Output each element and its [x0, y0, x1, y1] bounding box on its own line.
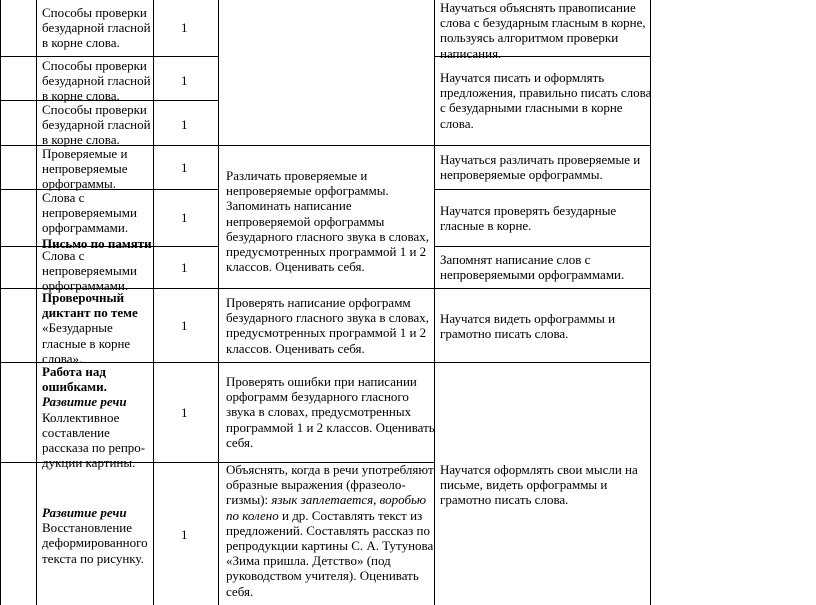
results-line: слова.	[440, 115, 474, 131]
results-cell	[440, 252, 624, 282]
results-cell	[440, 0, 646, 61]
topic-line: слова».	[42, 350, 83, 366]
topic-bold-italic-line: Развитие речи	[42, 394, 127, 410]
activities-line: Различать проверяемые и	[226, 168, 368, 183]
hours-value: 1	[181, 117, 188, 132]
hours-value: 1	[181, 210, 188, 225]
results-line: написания.	[440, 45, 502, 61]
results-line: слова с безударным гласным в корне,	[440, 15, 646, 31]
topic-cell	[42, 505, 148, 566]
activities-line: программой 1 и 2 классов. Оценивать	[226, 419, 435, 435]
activities-text: гизмы):	[226, 492, 272, 508]
hours-value: 1	[181, 73, 188, 88]
activities-line: Запоминать написание	[226, 198, 352, 214]
results-line: Научаться объяснять правописание	[440, 0, 636, 15]
results-line: предложения, правильно писать слова	[440, 85, 652, 101]
row-divider	[434, 246, 650, 247]
topic-cell	[42, 290, 138, 366]
row-divider	[434, 145, 650, 146]
activities-italic-text: язык заплетается, воробью	[271, 492, 427, 508]
results-line: Научатся проверять безударные	[440, 203, 617, 218]
hours-value: 1	[181, 160, 188, 175]
activities-italic-text: по колено	[226, 507, 279, 523]
row-divider	[434, 189, 650, 190]
topic-line: непроверяемыми	[42, 205, 137, 221]
topic-line: орфограммы.	[42, 176, 116, 192]
topic-bold-line: Работа над	[42, 364, 106, 379]
activities-line: Объяснять, когда в речи употребляют	[226, 462, 434, 477]
results-cell	[440, 311, 615, 341]
activities-line: безударного гласного звука в словах,	[226, 228, 430, 244]
results-line: Научаться различать проверяемые и	[440, 152, 641, 167]
topic-cell	[42, 58, 151, 104]
topic-line: текста по рисунку.	[42, 550, 144, 566]
topic-line: непроверяемые	[42, 161, 128, 177]
activities-line: орфограмм безударного гласного	[226, 389, 409, 405]
activities-line: образные выражения (фразеоло-	[226, 477, 406, 493]
activities-cell	[226, 295, 429, 356]
hours-value: 1	[181, 527, 188, 542]
topic-line: орфограммами.	[42, 278, 129, 294]
activities-line: себя.	[226, 583, 254, 599]
results-line: письме, видеть орфограммы и	[440, 477, 608, 493]
row-divider	[218, 145, 434, 146]
results-line: Научатся оформлять свои мысли на	[440, 462, 638, 477]
topic-cell	[42, 5, 151, 51]
hours-value: 1	[181, 260, 188, 275]
topic-line: Способы проверки	[42, 58, 147, 73]
results-line: грамотно писать слова.	[440, 492, 569, 508]
row-divider	[434, 288, 650, 289]
topic-line: составление	[42, 424, 110, 440]
topic-line: Слова с	[42, 248, 85, 263]
results-cell	[440, 203, 616, 233]
hours-value: 1	[181, 20, 188, 35]
topic-line: безударной гласной	[42, 73, 151, 89]
topic-line: Слова с	[42, 190, 85, 205]
topic-line: деформированного	[42, 535, 148, 551]
results-line: грамотно писать слова.	[440, 326, 569, 342]
hours-value: 1	[181, 318, 188, 333]
topic-line: в корне слова.	[42, 132, 120, 148]
topic-line: Восстановление	[42, 520, 133, 536]
activities-line: классов. Оценивать себя.	[226, 259, 365, 275]
topic-line: в корне слова.	[42, 35, 120, 51]
results-cell	[440, 70, 651, 131]
topic-line: в корне слова.	[42, 88, 120, 104]
topic-cell	[42, 364, 145, 470]
activities-line: репродукции картины С. А. Тутунова	[226, 538, 434, 554]
activities-line: непроверяемые орфограммы.	[226, 183, 389, 199]
topic-bold-line: Проверочный	[42, 290, 125, 305]
col-divider-4	[434, 0, 435, 605]
results-line: гласные в корне.	[440, 218, 532, 234]
row-divider	[218, 362, 434, 363]
table-border-left	[0, 0, 1, 605]
topic-line: непроверяемыми	[42, 263, 137, 279]
topic-line: безударной гласной	[42, 117, 151, 133]
topic-line: дукции картины.	[42, 455, 136, 471]
results-cell	[440, 462, 638, 508]
topic-cell	[42, 146, 128, 192]
topic-cell	[42, 248, 137, 294]
activities-line	[226, 492, 434, 507]
activities-text: и др. Составлять текст из	[278, 507, 423, 523]
row-divider	[434, 362, 650, 363]
topic-line: Способы проверки	[42, 5, 147, 20]
results-line: с безударными гласными в корне	[440, 100, 623, 116]
topic-line: рассказа по репро-	[42, 440, 146, 456]
topic-line: гласные в корне	[42, 335, 131, 351]
topic-line: Способы проверки	[42, 102, 147, 117]
activities-line: предложений. Составлять рассказ по	[226, 522, 430, 538]
results-line: непроверяемыми орфограммами.	[440, 267, 625, 283]
results-line: Научатся писать и оформлять	[440, 70, 605, 85]
activities-line: себя.	[226, 434, 254, 450]
topic-bold-italic-line: Развитие речи	[42, 505, 127, 520]
activities-line: Проверять ошибки при написании	[226, 374, 417, 389]
hours-value: 1	[181, 405, 188, 420]
activities-line: предусмотренных программой 1 и 2	[226, 244, 427, 260]
activities-line: «Зима пришла. Детство» (под	[226, 553, 391, 569]
activities-line	[226, 508, 434, 523]
col-divider-2	[153, 0, 154, 605]
topic-cell	[42, 190, 152, 251]
topic-bold-line: Письмо по памяти	[42, 235, 152, 251]
topic-line: Коллективное	[42, 409, 120, 425]
topic-line: безударной гласной	[42, 20, 151, 36]
activities-cell	[226, 374, 435, 450]
topic-bold-line: ошибками.	[42, 379, 107, 395]
topic-line: «Безударные	[42, 320, 113, 336]
activities-line: непроверяемой орфограммы	[226, 213, 385, 229]
activities-line: безударного гласного звука в словах,	[226, 310, 430, 326]
results-cell	[440, 152, 640, 182]
activities-line: Проверять написание орфограмм	[226, 295, 411, 310]
activities-cell	[226, 462, 434, 599]
topic-bold-line: диктант по теме	[42, 305, 138, 321]
results-line: непроверяемые орфограммы.	[440, 167, 603, 183]
activities-line: руководством учителя). Оценивать	[226, 568, 419, 584]
results-line: Научатся видеть орфограммы и	[440, 311, 616, 326]
col-divider-3	[218, 0, 219, 605]
activities-line: классов. Оценивать себя.	[226, 340, 365, 356]
activities-line: предусмотренных программой 1 и 2	[226, 325, 427, 341]
activities-line: звука в словах, предусмотренных	[226, 404, 412, 420]
topic-cell	[42, 102, 151, 148]
col-divider-1	[36, 0, 37, 605]
results-line: Запомнят написание слов с	[440, 252, 591, 267]
topic-line: орфограммами.	[42, 220, 129, 236]
row-divider	[218, 288, 434, 289]
activities-cell	[226, 168, 429, 274]
topic-line: Проверяемые и	[42, 146, 128, 161]
row-divider	[0, 56, 218, 57]
results-line: пользуясь алгоритмом проверки	[440, 30, 619, 46]
